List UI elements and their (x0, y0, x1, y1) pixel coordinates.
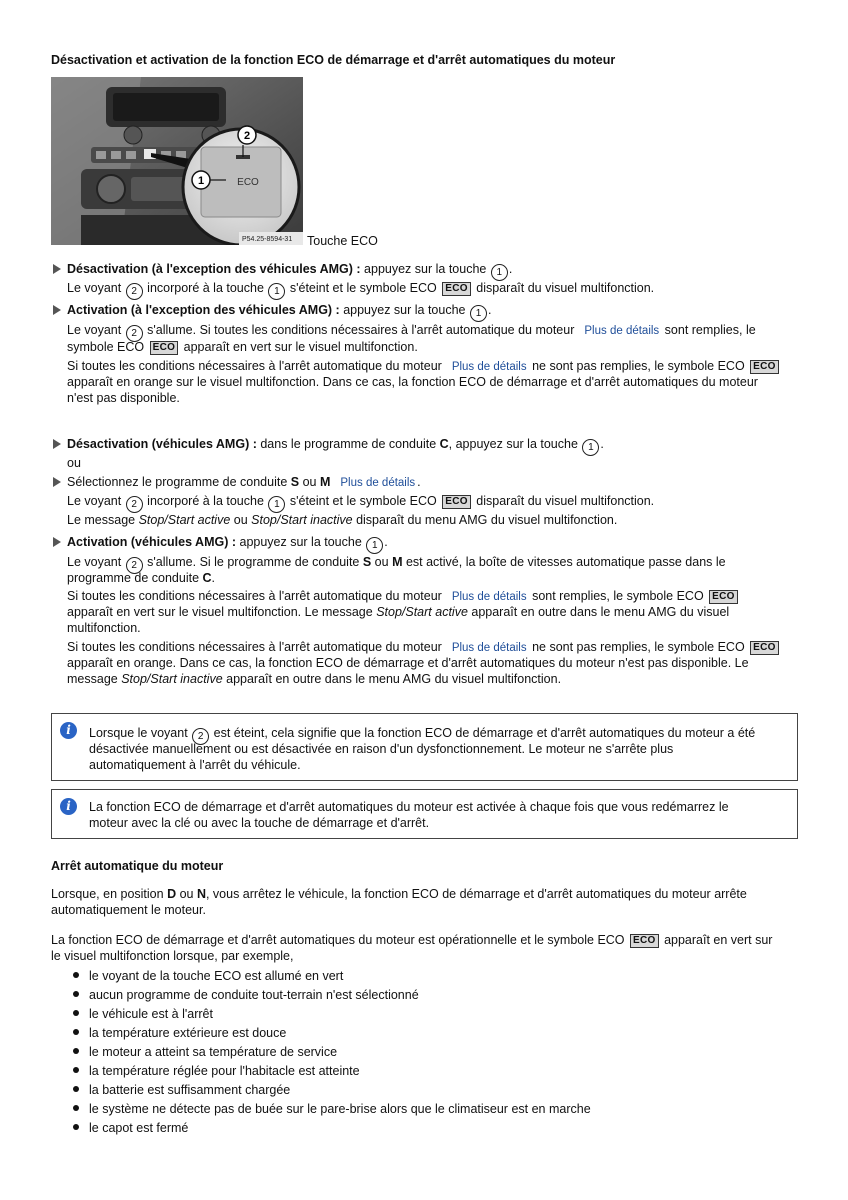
step-deactivation: Désactivation (à l'exception des véhicules AMG) : appuyez sur la touche 1 . (67, 261, 512, 281)
text-line: apparaît en orange sur le visuel multifonction. Dans ce cas, la fonction ECO de démarrage et d'arrêt automatiques du moteur (67, 375, 758, 389)
text-line: Le voyant 2 incorporé à la touche 1 s'éteint et le symbole ECO ECO disparaît du visuel multifonction. (67, 280, 654, 300)
text-line: symbole ECO ECO apparaît en vert sur le visuel multifonction. (67, 340, 418, 354)
figure-callout-2: 2 (243, 130, 251, 142)
step-amg-activation: Activation (véhicules AMG) : appuyez sur la touche 1 . (67, 534, 388, 554)
section-heading: Arrêt automatique du moteur (51, 859, 224, 873)
page-title: Désactivation et activation de la fonction ECO de démarrage et d'arrêt automatiques du moteur (51, 53, 616, 67)
step-arrow-icon (53, 264, 61, 274)
info-icon: i (60, 798, 77, 815)
bullet-icon (73, 972, 79, 978)
text-line: apparaît en orange. Dans ce cas, la fonction ECO de démarrage et d'arrêt automatiques du moteur n'est pas disponible. Le (67, 656, 749, 670)
list-item: le véhicule est à l'arrêt (89, 1007, 213, 1021)
list-item: la température extérieure est douce (89, 1026, 287, 1040)
callout-1-icon: 1 (366, 537, 383, 554)
details-link[interactable]: Plus de détails (451, 642, 527, 654)
info-icon: i (60, 722, 77, 739)
eco-symbol-icon: ECO (630, 934, 659, 948)
eco-symbol-icon: ECO (750, 641, 779, 655)
dashboard-illustration (51, 77, 303, 245)
eco-symbol-icon: ECO (442, 282, 471, 296)
figure-callout-1: 1 (197, 175, 205, 187)
text-line: programme de conduite C. (67, 571, 216, 585)
bullet-icon (73, 1124, 79, 1130)
bullet-icon (73, 1105, 79, 1111)
callout-2-icon: 2 (126, 283, 143, 300)
text-line: Le message Stop/Start active ou Stop/Start inactive disparaît du menu AMG du visuel multifonction. (67, 513, 618, 527)
info-box (51, 789, 798, 839)
callout-1-icon: 1 (470, 305, 487, 322)
list-item: la température réglée pour l'habitacle est atteinte (89, 1064, 360, 1078)
step-arrow-icon (53, 305, 61, 315)
figure-code: P54.25-8594-31 (242, 236, 293, 243)
details-link[interactable]: Plus de détails (451, 361, 527, 373)
info-line: automatiquement à l'arrêt du véhicule. (89, 758, 301, 772)
figure-eco-label: ECO (237, 177, 259, 188)
bullet-icon (73, 991, 79, 997)
text-line: multifonction. (67, 621, 141, 635)
callout-1-icon: 1 (582, 439, 599, 456)
bullet-icon (73, 1029, 79, 1035)
text-line: Le voyant 2 s'allume. Si toutes les conditions nécessaires à l'arrêt automatique du moteur Plus de détails sont remplies, le (67, 322, 756, 342)
callout-1-icon: 1 (268, 496, 285, 513)
info-line: moteur avec la clé ou avec la touche de démarrage et d'arrêt. (89, 816, 430, 830)
text-line: Si toutes les conditions nécessaires à l'arrêt automatique du moteur Plus de détails sont remplies, le symbole ECO ECO (67, 588, 740, 605)
details-link[interactable]: Plus de détails (340, 477, 416, 489)
eco-symbol-icon: ECO (709, 590, 738, 604)
list-item: le capot est fermé (89, 1121, 189, 1135)
step-arrow-icon (53, 477, 61, 487)
bullet-icon (73, 1086, 79, 1092)
eco-button-figure (51, 77, 303, 245)
callout-2-icon: 2 (126, 557, 143, 574)
bullet-icon (73, 1010, 79, 1016)
paragraph-line: le visuel multifonction lorsque, par exemple, (51, 949, 294, 963)
text-line: Si toutes les conditions nécessaires à l'arrêt automatique du moteur Plus de détails ne sont pas remplies, le symbole ECO ECO (67, 639, 781, 656)
list-item: le système ne détecte pas de buée sur le pare-brise alors que le climatiseur est en marche (89, 1102, 591, 1116)
eco-symbol-icon: ECO (150, 341, 179, 355)
step-select-program: Sélectionnez le programme de conduite S ou M Plus de détails . (67, 475, 421, 489)
eco-symbol-icon: ECO (750, 360, 779, 374)
details-link[interactable]: Plus de détails (584, 325, 660, 337)
eco-symbol-icon: ECO (442, 495, 471, 509)
text-line: message Stop/Start inactive apparaît en outre dans le menu AMG du visuel multifonction. (67, 672, 562, 686)
info-line: La fonction ECO de démarrage et d'arrêt automatiques du moteur est activée à chaque fois que vous redémarrez le (89, 800, 729, 814)
paragraph-line: Lorsque, en position D ou N, vous arrêtez le véhicule, la fonction ECO de démarrage et d'arrêt automatiques du moteur arrête (51, 887, 747, 901)
text-line: n'est pas disponible. (67, 391, 180, 405)
info-box (51, 713, 798, 781)
info-line: désactivée manuellement ou est désactivée en raison d'un dysfonctionnement. Le moteur ne s'arrête plus (89, 742, 674, 756)
paragraph-line: automatiquement le moteur. (51, 903, 206, 917)
list-item: le voyant de la touche ECO est allumé en vert (89, 969, 344, 983)
bullet-icon (73, 1048, 79, 1054)
callout-2-icon: 2 (126, 496, 143, 513)
bullet-icon (73, 1067, 79, 1073)
list-item: la batterie est suffisamment chargée (89, 1083, 291, 1097)
text-line: Le voyant 2 s'allume. Si le programme de conduite S ou M est activé, la boîte de vitesses automatique passe dans le (67, 554, 726, 574)
list-item: le moteur a atteint sa température de service (89, 1045, 338, 1059)
details-link[interactable]: Plus de détails (451, 591, 527, 603)
text-line: Le voyant 2 incorporé à la touche 1 s'éteint et le symbole ECO ECO disparaît du visuel multifonction. (67, 493, 654, 513)
text-line: Si toutes les conditions nécessaires à l'arrêt automatique du moteur Plus de détails ne sont pas remplies, le symbole ECO ECO (67, 358, 781, 375)
step-activation: Activation (à l'exception des véhicules AMG) : appuyez sur la touche 1 . (67, 302, 491, 322)
callout-1-icon: 1 (268, 283, 285, 300)
step-arrow-icon (53, 439, 61, 449)
paragraph-line: La fonction ECO de démarrage et d'arrêt automatiques du moteur est opérationnelle et le symbole ECO ECO apparaît en vert sur (51, 933, 773, 947)
step-arrow-icon (53, 537, 61, 547)
step-amg-deactivation: Désactivation (véhicules AMG) : dans le programme de conduite C, appuyez sur la touche 1 . (67, 436, 604, 456)
info-line: Lorsque le voyant 2 est éteint, cela signifie que la fonction ECO de démarrage et d'arrêt automatiques du moteur a été (89, 725, 755, 745)
figure-caption: Touche ECO (307, 234, 378, 248)
callout-2-icon: 2 (126, 325, 143, 342)
list-item: aucun programme de conduite tout-terrain n'est sélectionné (89, 988, 419, 1002)
text-line: apparaît en vert sur le visuel multifonction. Le message Stop/Start active apparaît en outre dans le menu AMG du visuel (67, 605, 730, 619)
or-text: ou (67, 456, 81, 470)
callout-2-icon: 2 (192, 728, 209, 745)
callout-1-icon: 1 (491, 264, 508, 281)
